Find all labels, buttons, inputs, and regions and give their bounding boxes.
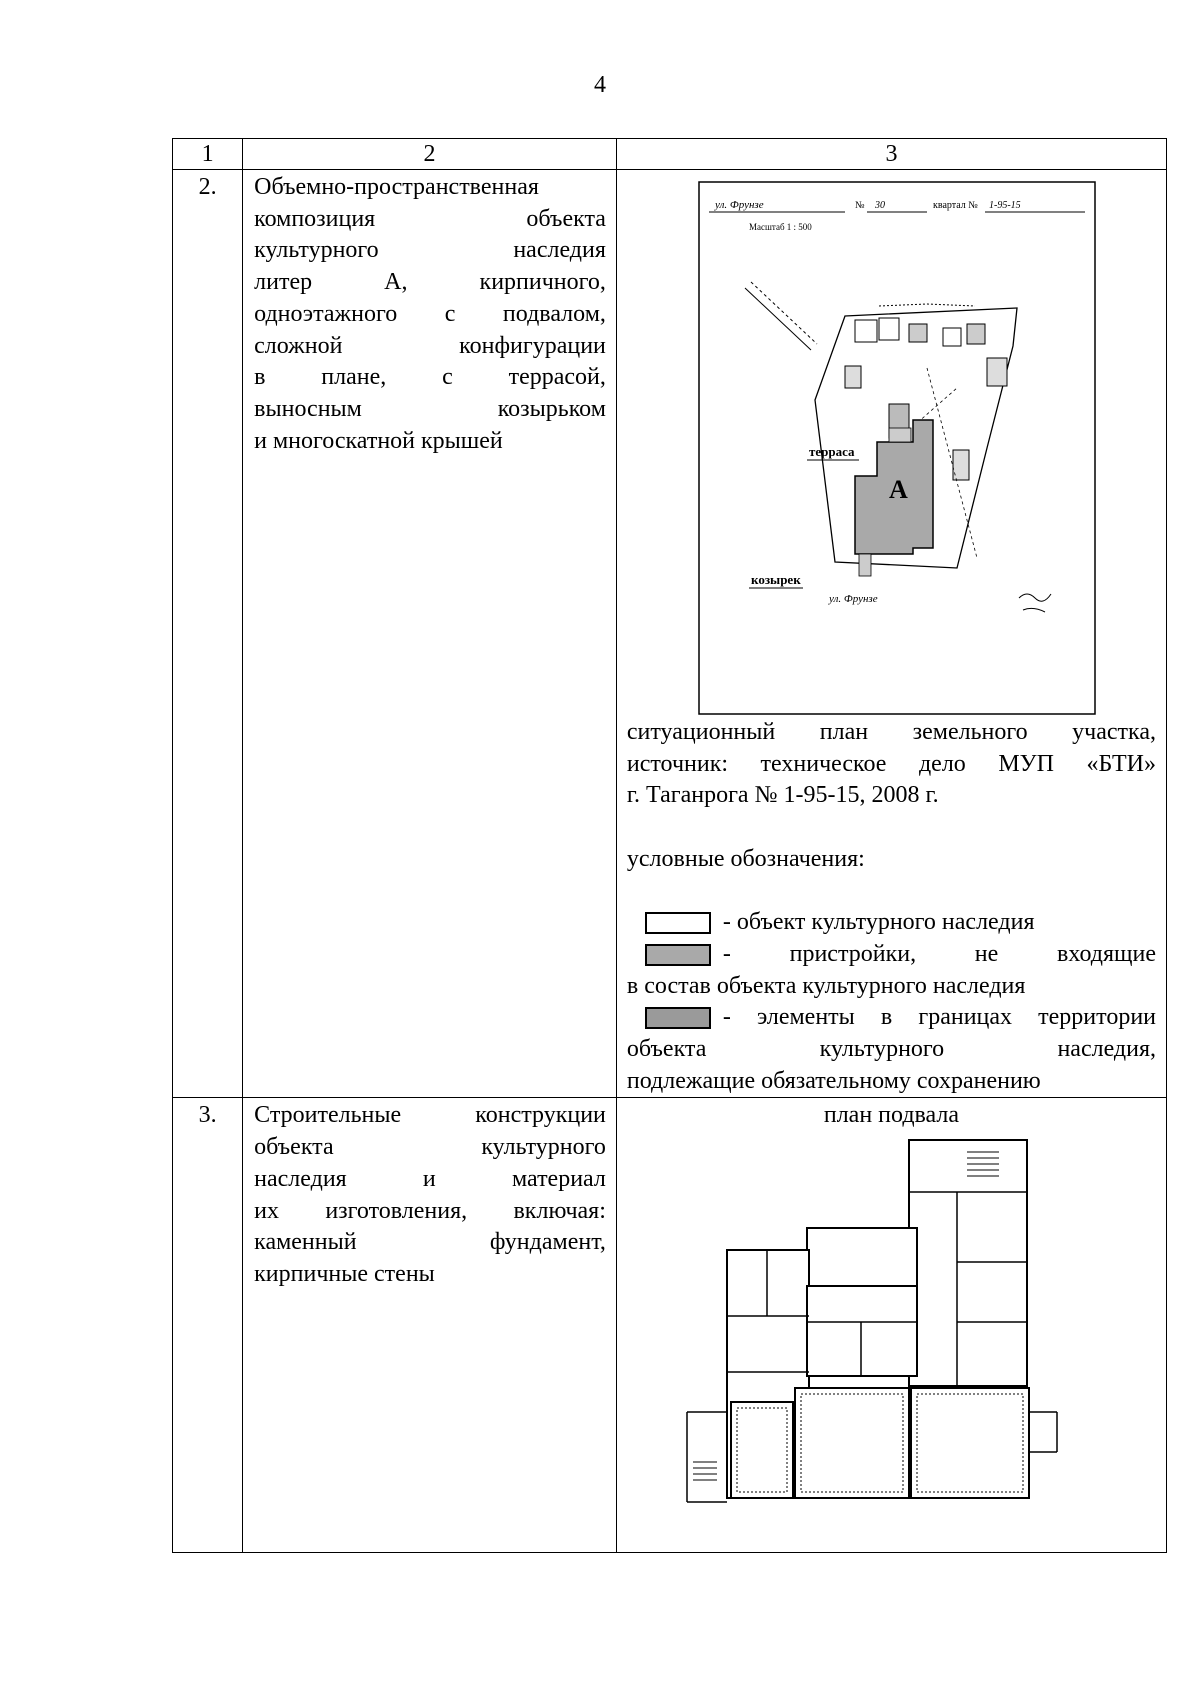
basement-plan-drawing [627, 1132, 1156, 1542]
legend-item [627, 939, 1156, 971]
description-line: Строительные конструкции [254, 1102, 606, 1129]
caption-line: ситуационный план земельного участка, [626, 719, 1156, 745]
row-number: 3. [173, 1098, 243, 1553]
site-plan-quarter-value: 1-95-15 [988, 200, 1021, 211]
description-line: Объемно-пространственная [254, 174, 539, 200]
column-header-3: 3 [616, 139, 1166, 170]
description-line: сложной конфигурации [254, 332, 606, 359]
description-line: выносным козырьком [254, 395, 606, 422]
legend-item-text-continued: подлежащие обязательному сохранению [626, 1067, 1041, 1094]
legend-swatch-preserved [645, 1007, 711, 1029]
site-plan-street-top: ул. Фрунзе [714, 199, 764, 211]
site-plan-building-letter: А [888, 475, 908, 504]
site-plan-quarter-label: квартал № [932, 200, 978, 211]
basement-plan-title: план подвала [823, 1102, 960, 1129]
table-row [173, 170, 1167, 1098]
site-plan-canopy-label: козырек [750, 572, 801, 587]
site-plan-drawing [627, 178, 1156, 718]
table-row [173, 1098, 1167, 1553]
description-line: культурного наследия [254, 237, 606, 264]
description-line: литер А, кирпичного, [254, 269, 606, 296]
legend-item-text-continued: в состав объекта культурного наследия [626, 972, 1026, 999]
site-plan-street-bottom: ул. Фрунзе [828, 593, 878, 605]
table-header-row [173, 139, 1167, 170]
description-line: их изготовления, включая: [254, 1197, 606, 1224]
description-line: композиция объекта [254, 205, 606, 232]
site-plan-number-value: 30 [874, 200, 885, 211]
row-number: 2. [173, 170, 243, 1098]
heritage-table [172, 138, 1167, 1553]
row-description [243, 1098, 617, 1553]
row-description [243, 170, 617, 1098]
description-line: объекта культурного [254, 1134, 606, 1161]
column-header-2: 2 [243, 139, 617, 170]
description-line: одноэтажного с подвалом, [254, 300, 606, 327]
legend-item-text-continued: объекта культурного наследия, [626, 1036, 1156, 1062]
column-header-1: 1 [173, 139, 243, 170]
description-line: кирпичные стены [254, 1260, 435, 1287]
row-illustration-cell [616, 170, 1166, 1098]
caption-line: г. Таганрога № 1-95-15, 2008 г. [626, 782, 939, 809]
site-plan-terrace-label: терраса [808, 444, 855, 459]
page-number: 4 [594, 72, 606, 98]
legend-item-text: - пристройки, не входящие [722, 940, 1156, 967]
site-plan-number-label: № [854, 200, 865, 211]
legend-item-text: - объект культурного наследия [722, 909, 1035, 936]
legend-item-text: - элементы в границах территории [722, 1004, 1156, 1031]
site-plan-frame-wrap [627, 172, 1156, 717]
site-plan-scale: Масштаб 1 : 500 [748, 222, 812, 232]
description-line: каменный фундамент, [254, 1229, 606, 1256]
description-line: и многоскатной крышей [254, 427, 503, 454]
description-line: наследия и материал [254, 1165, 606, 1192]
legend-item [627, 1002, 1156, 1034]
legend-item [627, 907, 1156, 939]
caption-line: источник: техническое дело МУП «БТИ» [626, 750, 1156, 777]
row-illustration-cell [616, 1098, 1166, 1553]
description-line: в плане, с террасой, [254, 364, 606, 391]
legend-title: условные обозначения: [626, 845, 865, 872]
legend-swatch-annex [645, 944, 711, 966]
legend-swatch-heritage [645, 912, 711, 934]
